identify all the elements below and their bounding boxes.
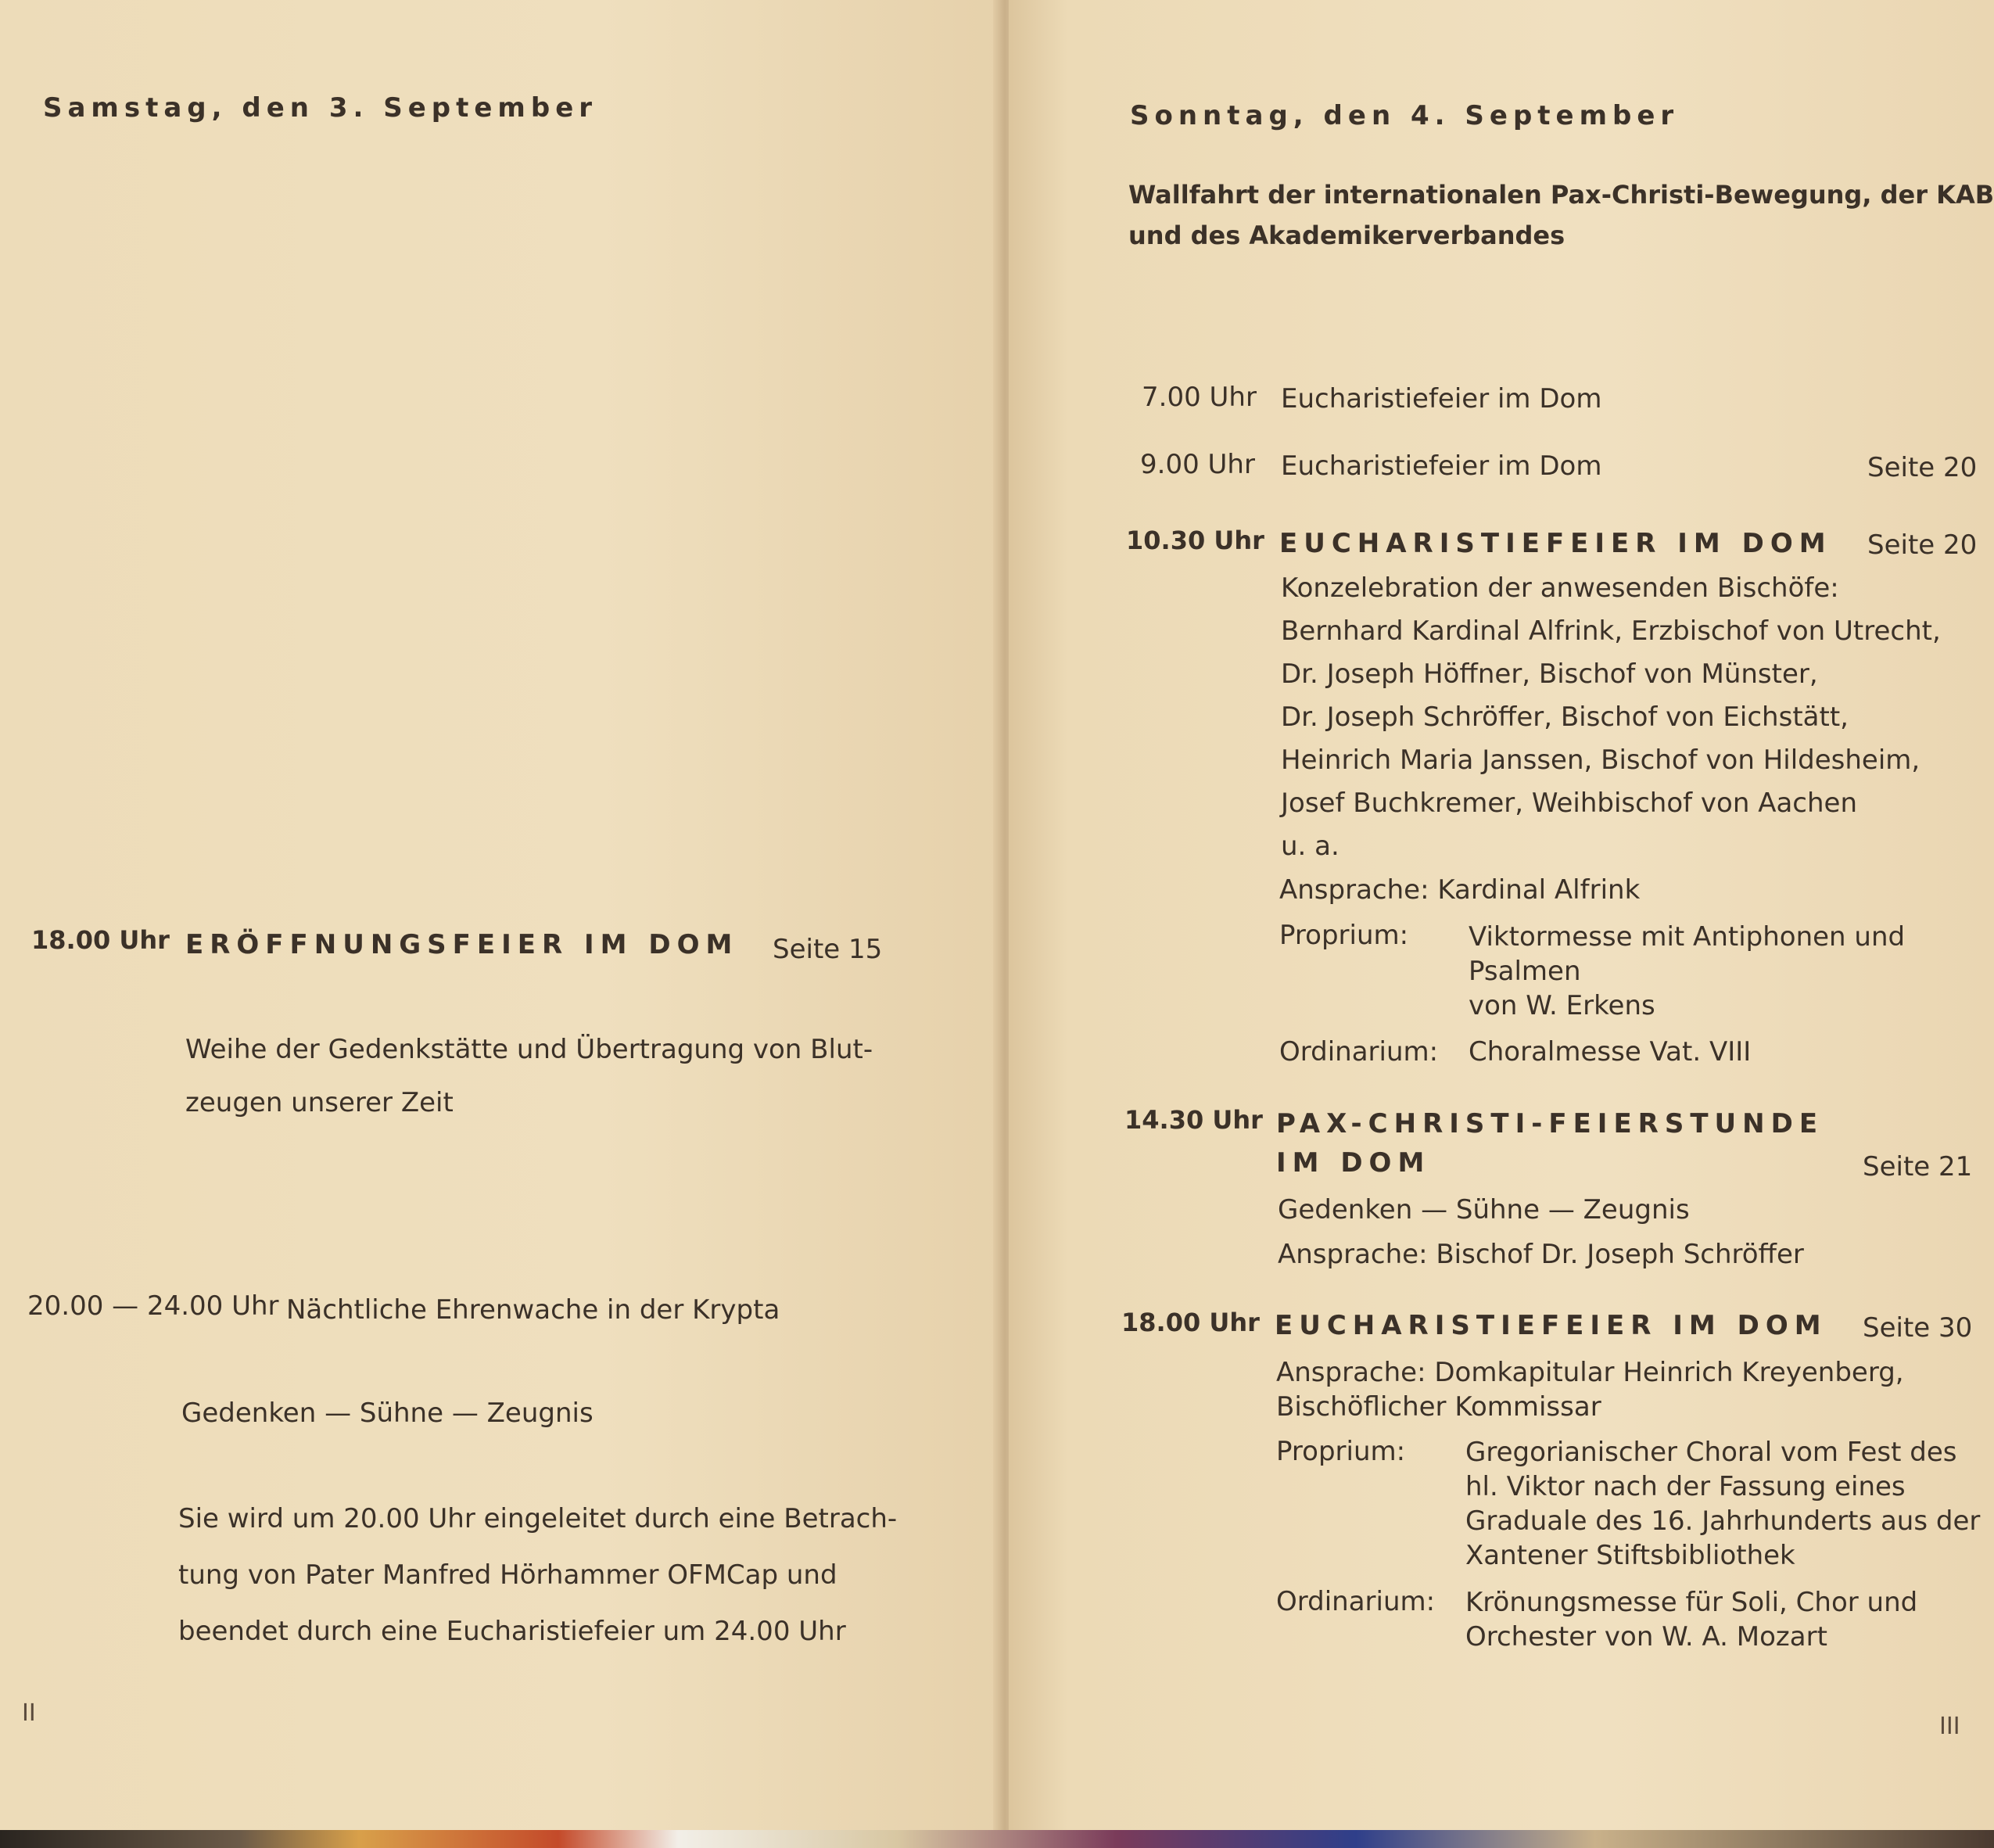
event-motto: Gedenken — Sühne — Zeugnis bbox=[181, 1398, 594, 1429]
detail-line: u. a. bbox=[1281, 831, 1339, 862]
ordinarium-line: Krönungsmesse für Soli, Chor und bbox=[1465, 1587, 1918, 1618]
background-strip bbox=[0, 1830, 1994, 1848]
ordinarium-line: Orchester von W. A. Mozart bbox=[1465, 1621, 1827, 1652]
event-time: 14.30 Uhr bbox=[1124, 1105, 1263, 1135]
day-heading-saturday: Samstag, den 3. September bbox=[43, 92, 598, 124]
event-title: EUCHARISTIEFEIER IM DOM bbox=[1279, 528, 1832, 559]
page-reference: Seite 20 bbox=[1867, 529, 1978, 561]
ansprache-line: Ansprache: Bischof Dr. Joseph Schröffer bbox=[1278, 1239, 1804, 1270]
event-time: 18.00 Uhr bbox=[1121, 1308, 1260, 1337]
ordinarium-label: Ordinarium: bbox=[1276, 1586, 1436, 1617]
ansprache-line: Ansprache: Domkapitular Heinrich Kreyenberg, bbox=[1276, 1357, 1904, 1388]
event-title: EUCHARISTIEFEIER IM DOM bbox=[1275, 1310, 1827, 1341]
proprium-line: hl. Viktor nach der Fassung eines bbox=[1465, 1471, 1906, 1502]
proprium-label: Proprium: bbox=[1276, 1436, 1406, 1467]
subtitle-line: und des Akademikerverbandes bbox=[1128, 221, 1565, 250]
event-description-line: tung von Pater Manfred Hörhammer OFMCap und bbox=[178, 1559, 837, 1591]
event-time: 9.00 Uhr bbox=[1140, 449, 1255, 480]
event-description-line: Weihe der Gedenkstätte und Übertragung von Blut- bbox=[185, 1034, 873, 1065]
detail-line: Konzelebration der anwesenden Bischöfe: bbox=[1281, 572, 1839, 604]
event-motto: Gedenken — Sühne — Zeugnis bbox=[1278, 1194, 1690, 1225]
ansprache-line: Bischöflicher Kommissar bbox=[1276, 1391, 1601, 1423]
proprium-line: Gregorianischer Choral vom Fest des bbox=[1465, 1437, 1957, 1468]
detail-line: Bernhard Kardinal Alfrink, Erzbischof von Utrecht, bbox=[1281, 615, 1941, 647]
page-reference: Seite 30 bbox=[1863, 1312, 1973, 1344]
left-page bbox=[0, 0, 1001, 1830]
proprium-line: von W. Erkens bbox=[1469, 990, 1655, 1021]
ordinarium-value: Choralmesse Vat. VIII bbox=[1469, 1036, 1752, 1068]
proprium-line: Viktormesse mit Antiphonen und bbox=[1469, 921, 1906, 953]
proprium-line: Xantener Stiftsbibliothek bbox=[1465, 1540, 1795, 1571]
page-reference: Seite 21 bbox=[1863, 1151, 1973, 1182]
event-time: 20.00 — 24.00 Uhr bbox=[27, 1290, 279, 1322]
event-time: 18.00 Uhr bbox=[31, 925, 170, 955]
proprium-line: Psalmen bbox=[1469, 956, 1581, 987]
event-description-line: Sie wird um 20.00 Uhr eingeleitet durch eine Betrach- bbox=[178, 1503, 898, 1534]
ordinarium-label: Ordinarium: bbox=[1279, 1036, 1439, 1068]
event-description-line: beendet durch eine Eucharistiefeier um 24.00 Uhr bbox=[178, 1616, 846, 1647]
event-title: Eucharistiefeier im Dom bbox=[1281, 383, 1602, 414]
event-title-line: PAX-CHRISTI-FEIERSTUNDE bbox=[1276, 1108, 1824, 1139]
event-time: 7.00 Uhr bbox=[1142, 382, 1257, 413]
event-description-line: zeugen unserer Zeit bbox=[185, 1087, 454, 1118]
page-reference: Seite 15 bbox=[773, 934, 883, 965]
detail-line: Josef Buchkremer, Weihbischof von Aachen bbox=[1281, 788, 1858, 819]
event-title: ERÖFFNUNGSFEIER IM DOM bbox=[185, 929, 739, 960]
event-title-line: IM DOM bbox=[1276, 1147, 1431, 1179]
page-reference: Seite 20 bbox=[1867, 452, 1978, 483]
page-number: II bbox=[22, 1699, 36, 1727]
event-time: 10.30 Uhr bbox=[1126, 526, 1264, 555]
event-title: Nächtliche Ehrenwache in der Krypta bbox=[286, 1294, 780, 1326]
page-number: III bbox=[1939, 1713, 1960, 1740]
detail-line: Dr. Joseph Schröffer, Bischof von Eichstätt, bbox=[1281, 702, 1849, 733]
proprium-label: Proprium: bbox=[1279, 920, 1409, 951]
day-heading-sunday: Sonntag, den 4. September bbox=[1130, 100, 1680, 131]
detail-line: Dr. Joseph Höffner, Bischof von Münster, bbox=[1281, 658, 1818, 690]
detail-line: Heinrich Maria Janssen, Bischof von Hildesheim, bbox=[1281, 745, 1920, 776]
ansprache-line: Ansprache: Kardinal Alfrink bbox=[1279, 874, 1641, 906]
proprium-line: Graduale des 16. Jahrhunderts aus der bbox=[1465, 1505, 1981, 1537]
event-title: Eucharistiefeier im Dom bbox=[1281, 450, 1602, 482]
subtitle-line: Wallfahrt der internationalen Pax-Christi-Bewegung, der KAB bbox=[1128, 180, 1994, 210]
